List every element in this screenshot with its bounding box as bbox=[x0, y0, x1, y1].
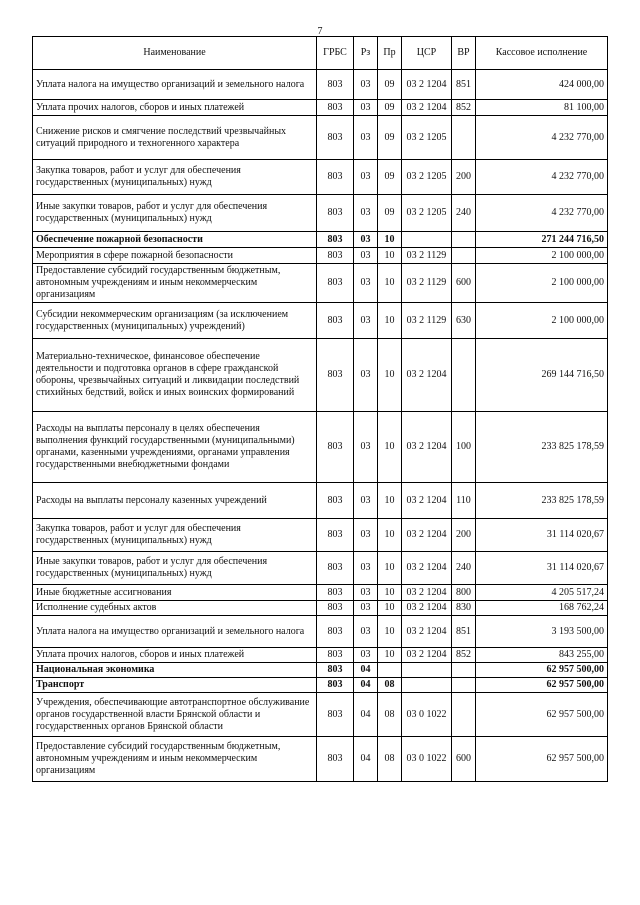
cell-grbs: 803 bbox=[317, 195, 354, 232]
cell-vr: 852 bbox=[452, 648, 476, 663]
cell-vr: 600 bbox=[452, 264, 476, 303]
cell-pr: 10 bbox=[378, 339, 402, 412]
cell-name: Транспорт bbox=[33, 678, 317, 693]
cell-pr: 09 bbox=[378, 100, 402, 116]
cell-vr: 240 bbox=[452, 195, 476, 232]
cell-amount: 2 100 000,00 bbox=[476, 303, 608, 339]
cell-vr: 852 bbox=[452, 100, 476, 116]
cell-vr bbox=[452, 116, 476, 160]
cell-amount: 4 232 770,00 bbox=[476, 160, 608, 195]
cell-vr bbox=[452, 248, 476, 264]
cell-name: Иные закупки товаров, работ и услуг для обеспечения государственных (муниципальных) нужд bbox=[33, 552, 317, 585]
cell-amount: 4 205 517,24 bbox=[476, 585, 608, 601]
cell-rz: 03 bbox=[354, 483, 378, 519]
cell-grbs: 803 bbox=[317, 70, 354, 100]
cell-amount: 269 144 716,50 bbox=[476, 339, 608, 412]
cell-grbs: 803 bbox=[317, 648, 354, 663]
cell-name: Предоставление субсидий государственным бюджетным, автономным учреждениям и иным некоммерческим организациям bbox=[33, 737, 317, 782]
cell-rz: 03 bbox=[354, 585, 378, 601]
cell-grbs: 803 bbox=[317, 248, 354, 264]
header-csr: ЦСР bbox=[402, 37, 452, 70]
table-row bbox=[33, 585, 608, 601]
table-row bbox=[33, 339, 608, 412]
cell-rz: 03 bbox=[354, 70, 378, 100]
table-row bbox=[33, 483, 608, 519]
table-row bbox=[33, 248, 608, 264]
cell-vr: 830 bbox=[452, 601, 476, 616]
header-rz: Рз bbox=[354, 37, 378, 70]
page-number: 7 bbox=[317, 26, 323, 37]
cell-amount: 31 114 020,67 bbox=[476, 552, 608, 585]
cell-amount: 81 100,00 bbox=[476, 100, 608, 116]
cell-grbs: 803 bbox=[317, 616, 354, 648]
cell-grbs: 803 bbox=[317, 663, 354, 678]
table-row bbox=[33, 232, 608, 248]
cell-csr: 03 2 1205 bbox=[402, 195, 452, 232]
cell-rz: 04 bbox=[354, 737, 378, 782]
cell-pr: 10 bbox=[378, 483, 402, 519]
cell-grbs: 803 bbox=[317, 693, 354, 737]
cell-amount: 424 000,00 bbox=[476, 70, 608, 100]
cell-grbs: 803 bbox=[317, 339, 354, 412]
cell-pr: 10 bbox=[378, 552, 402, 585]
cell-csr: 03 0 1022 bbox=[402, 693, 452, 737]
cell-pr: 09 bbox=[378, 160, 402, 195]
cell-rz: 03 bbox=[354, 601, 378, 616]
cell-csr: 03 2 1204 bbox=[402, 339, 452, 412]
cell-grbs: 803 bbox=[317, 160, 354, 195]
cell-pr: 10 bbox=[378, 601, 402, 616]
cell-pr: 10 bbox=[378, 412, 402, 483]
cell-grbs: 803 bbox=[317, 601, 354, 616]
cell-amount: 3 193 500,00 bbox=[476, 616, 608, 648]
table-row bbox=[33, 116, 608, 160]
cell-rz: 03 bbox=[354, 552, 378, 585]
cell-amount: 4 232 770,00 bbox=[476, 195, 608, 232]
cell-rz: 04 bbox=[354, 693, 378, 737]
cell-amount: 233 825 178,59 bbox=[476, 483, 608, 519]
cell-csr: 03 2 1204 bbox=[402, 70, 452, 100]
cell-amount: 2 100 000,00 bbox=[476, 264, 608, 303]
cell-rz: 03 bbox=[354, 232, 378, 248]
cell-rz: 03 bbox=[354, 116, 378, 160]
cell-name: Национальная экономика bbox=[33, 663, 317, 678]
table-row bbox=[33, 616, 608, 648]
cell-name: Иные закупки товаров, работ и услуг для обеспечения государственных (муниципальных) нужд bbox=[33, 195, 317, 232]
cell-csr: 03 2 1129 bbox=[402, 303, 452, 339]
cell-rz: 03 bbox=[354, 519, 378, 552]
table-header-row bbox=[33, 37, 608, 70]
header-amount: Кассовое исполнение bbox=[476, 37, 608, 70]
table-row bbox=[33, 737, 608, 782]
cell-rz: 04 bbox=[354, 678, 378, 693]
cell-rz: 03 bbox=[354, 339, 378, 412]
cell-rz: 03 bbox=[354, 160, 378, 195]
table-row bbox=[33, 678, 608, 693]
cell-pr: 10 bbox=[378, 648, 402, 663]
cell-rz: 04 bbox=[354, 663, 378, 678]
cell-csr: 03 2 1204 bbox=[402, 552, 452, 585]
table-row bbox=[33, 663, 608, 678]
cell-pr: 09 bbox=[378, 70, 402, 100]
cell-name: Предоставление субсидий государственным бюджетным, автономным учреждениям и иным некоммерческим организациям bbox=[33, 264, 317, 303]
cell-amount: 843 255,00 bbox=[476, 648, 608, 663]
cell-name: Расходы на выплаты персоналу казенных учреждений bbox=[33, 483, 317, 519]
cell-grbs: 803 bbox=[317, 412, 354, 483]
cell-vr bbox=[452, 693, 476, 737]
table-row bbox=[33, 693, 608, 737]
cell-rz: 03 bbox=[354, 100, 378, 116]
cell-name: Иные бюджетные ассигнования bbox=[33, 585, 317, 601]
cell-name: Уплата налога на имущество организаций и земельного налога bbox=[33, 70, 317, 100]
table-row bbox=[33, 160, 608, 195]
cell-vr bbox=[452, 232, 476, 248]
cell-grbs: 803 bbox=[317, 100, 354, 116]
cell-grbs: 803 bbox=[317, 737, 354, 782]
cell-name: Субсидии некоммерческим организациям (за исключением государственных (муниципальных) учреждений) bbox=[33, 303, 317, 339]
cell-vr: 200 bbox=[452, 160, 476, 195]
cell-vr: 240 bbox=[452, 552, 476, 585]
cell-amount: 62 957 500,00 bbox=[476, 663, 608, 678]
cell-grbs: 803 bbox=[317, 303, 354, 339]
cell-rz: 03 bbox=[354, 648, 378, 663]
table-row bbox=[33, 264, 608, 303]
cell-amount: 31 114 020,67 bbox=[476, 519, 608, 552]
table-row bbox=[33, 601, 608, 616]
cell-vr: 630 bbox=[452, 303, 476, 339]
cell-rz: 03 bbox=[354, 195, 378, 232]
cell-csr: 03 2 1204 bbox=[402, 483, 452, 519]
cell-csr: 03 2 1205 bbox=[402, 160, 452, 195]
cell-grbs: 803 bbox=[317, 519, 354, 552]
cell-csr: 03 2 1204 bbox=[402, 585, 452, 601]
cell-vr: 200 bbox=[452, 519, 476, 552]
cell-pr: 09 bbox=[378, 116, 402, 160]
cell-csr: 03 2 1204 bbox=[402, 601, 452, 616]
cell-rz: 03 bbox=[354, 412, 378, 483]
cell-csr: 03 2 1129 bbox=[402, 264, 452, 303]
cell-vr bbox=[452, 663, 476, 678]
cell-vr bbox=[452, 339, 476, 412]
cell-pr: 08 bbox=[378, 678, 402, 693]
cell-csr bbox=[402, 663, 452, 678]
cell-grbs: 803 bbox=[317, 483, 354, 519]
cell-name: Уплата прочих налогов, сборов и иных платежей bbox=[33, 648, 317, 663]
cell-amount: 168 762,24 bbox=[476, 601, 608, 616]
cell-csr: 03 2 1205 bbox=[402, 116, 452, 160]
cell-csr: 03 2 1204 bbox=[402, 519, 452, 552]
cell-pr: 10 bbox=[378, 519, 402, 552]
cell-pr: 08 bbox=[378, 737, 402, 782]
cell-csr: 03 2 1129 bbox=[402, 248, 452, 264]
header-grbs: ГРБС bbox=[317, 37, 354, 70]
cell-rz: 03 bbox=[354, 248, 378, 264]
table-row bbox=[33, 303, 608, 339]
cell-amount: 2 100 000,00 bbox=[476, 248, 608, 264]
cell-name: Уплата налога на имущество организаций и земельного налога bbox=[33, 616, 317, 648]
cell-name: Учреждения, обеспечивающие автотранспортное обслуживание органов государственной власти Брянской области и государственных органов Брянской области bbox=[33, 693, 317, 737]
cell-vr: 100 bbox=[452, 412, 476, 483]
cell-name: Мероприятия в сфере пожарной безопасности bbox=[33, 248, 317, 264]
table-row bbox=[33, 195, 608, 232]
cell-grbs: 803 bbox=[317, 232, 354, 248]
header-vr: ВР bbox=[452, 37, 476, 70]
table-row bbox=[33, 100, 608, 116]
budget-execution-table bbox=[32, 36, 608, 782]
cell-vr: 851 bbox=[452, 616, 476, 648]
cell-pr: 10 bbox=[378, 585, 402, 601]
cell-amount: 4 232 770,00 bbox=[476, 116, 608, 160]
cell-pr: 10 bbox=[378, 303, 402, 339]
cell-amount: 62 957 500,00 bbox=[476, 737, 608, 782]
cell-amount: 62 957 500,00 bbox=[476, 678, 608, 693]
cell-csr: 03 0 1022 bbox=[402, 737, 452, 782]
cell-name: Обеспечение пожарной безопасности bbox=[33, 232, 317, 248]
cell-csr: 03 2 1204 bbox=[402, 100, 452, 116]
cell-csr: 03 2 1204 bbox=[402, 412, 452, 483]
cell-name: Закупка товаров, работ и услуг для обеспечения государственных (муниципальных) нужд bbox=[33, 160, 317, 195]
table-row bbox=[33, 648, 608, 663]
cell-rz: 03 bbox=[354, 616, 378, 648]
cell-name: Снижение рисков и смягчение последствий чрезвычайных ситуаций природного и техногенного характера bbox=[33, 116, 317, 160]
cell-grbs: 803 bbox=[317, 116, 354, 160]
cell-csr bbox=[402, 232, 452, 248]
cell-pr: 10 bbox=[378, 248, 402, 264]
cell-pr bbox=[378, 663, 402, 678]
cell-pr: 10 bbox=[378, 232, 402, 248]
cell-name: Исполнение судебных актов bbox=[33, 601, 317, 616]
cell-csr: 03 2 1204 bbox=[402, 648, 452, 663]
cell-name: Уплата прочих налогов, сборов и иных платежей bbox=[33, 100, 317, 116]
cell-name: Материально-техническое, финансовое обеспечение деятельности и подготовка органов в сфере гражданской обороны, чрезвычайных ситуаций и ликвидации последствий стихийных бедствий, войск и иных воинских формирований bbox=[33, 339, 317, 412]
header-name: Наименование bbox=[33, 37, 317, 70]
table-row bbox=[33, 412, 608, 483]
cell-pr: 10 bbox=[378, 264, 402, 303]
cell-name: Закупка товаров, работ и услуг для обеспечения государственных (муниципальных) нужд bbox=[33, 519, 317, 552]
cell-grbs: 803 bbox=[317, 678, 354, 693]
header-pr: Пр bbox=[378, 37, 402, 70]
table-row bbox=[33, 70, 608, 100]
cell-amount: 271 244 716,50 bbox=[476, 232, 608, 248]
cell-csr bbox=[402, 678, 452, 693]
table-row bbox=[33, 519, 608, 552]
cell-csr: 03 2 1204 bbox=[402, 616, 452, 648]
cell-name: Расходы на выплаты персоналу в целях обеспечения выполнения функций государственными (муниципальными) органами, казенными учреждениями, органами управления государственными внебюджетными фондами bbox=[33, 412, 317, 483]
cell-vr: 851 bbox=[452, 70, 476, 100]
cell-amount: 233 825 178,59 bbox=[476, 412, 608, 483]
cell-rz: 03 bbox=[354, 264, 378, 303]
table-row bbox=[33, 552, 608, 585]
cell-pr: 08 bbox=[378, 693, 402, 737]
cell-grbs: 803 bbox=[317, 585, 354, 601]
cell-rz: 03 bbox=[354, 303, 378, 339]
cell-grbs: 803 bbox=[317, 552, 354, 585]
cell-pr: 10 bbox=[378, 616, 402, 648]
cell-vr: 800 bbox=[452, 585, 476, 601]
cell-amount: 62 957 500,00 bbox=[476, 693, 608, 737]
cell-vr: 600 bbox=[452, 737, 476, 782]
cell-pr: 09 bbox=[378, 195, 402, 232]
cell-grbs: 803 bbox=[317, 264, 354, 303]
cell-vr bbox=[452, 678, 476, 693]
cell-vr: 110 bbox=[452, 483, 476, 519]
